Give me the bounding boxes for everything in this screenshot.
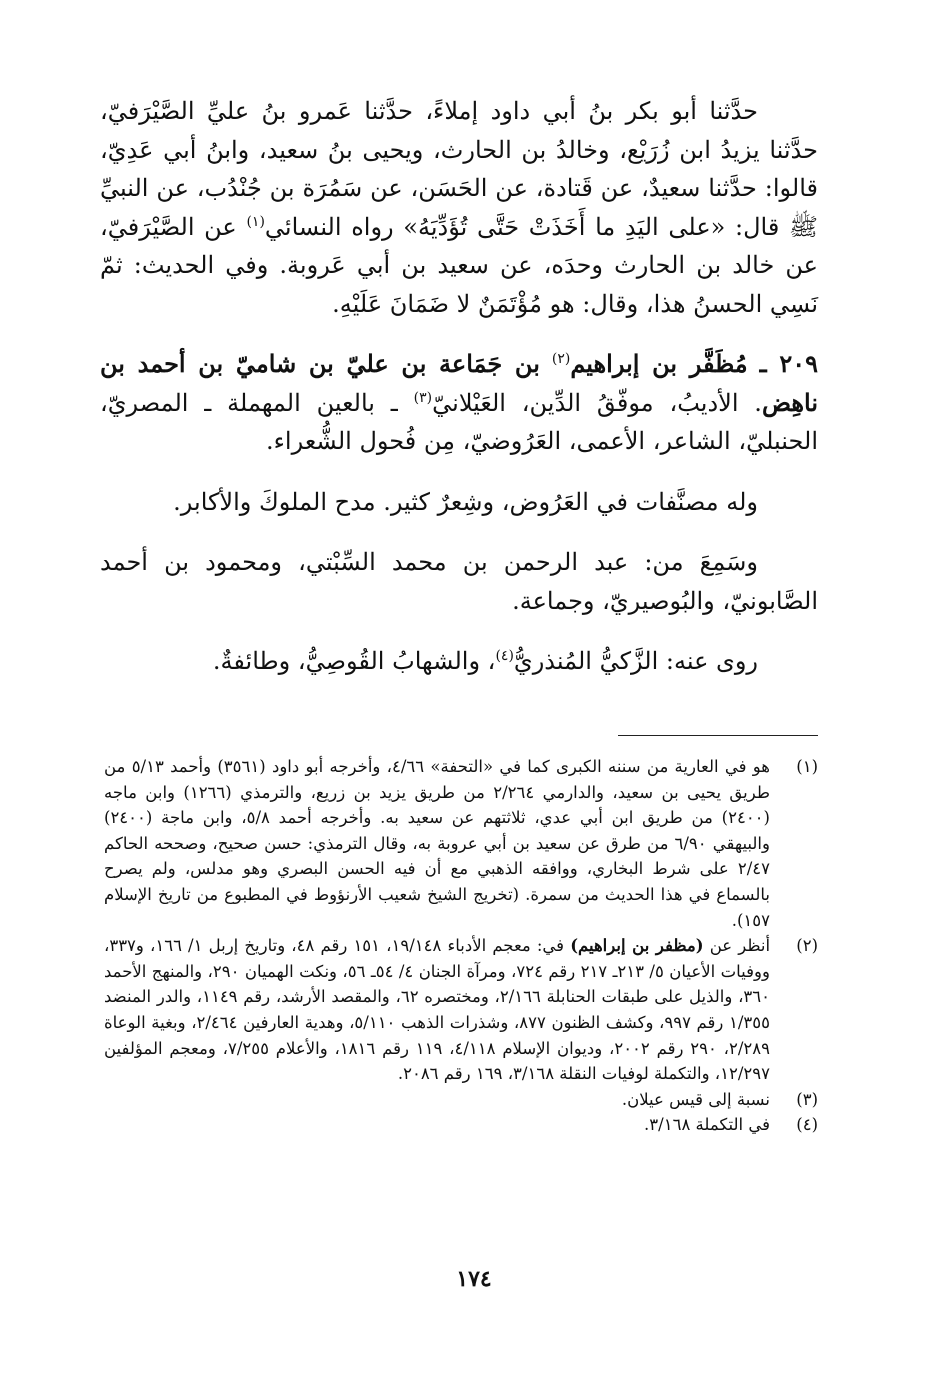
footnote-2 — [104, 933, 818, 1087]
hadith-tail: عن الصَّيْرَفيّ، عن خالد بن الحارث وحدَه، عن سعيد بن أبي عَروبة. وفي الحديث: ثمّ نَسِي الحسنُ هذا، وقال: هو مُؤْتَمَنٌ لا ضَمَانَ عَلَيْهِ. — [100, 212, 818, 318]
footnote-ref-3[interactable]: (٣) — [413, 389, 433, 406]
entry-name: مُظَفَّر بن إبراهيم — [570, 349, 748, 378]
footnote-ref-2[interactable]: (٢) — [551, 351, 571, 367]
biography-entry — [100, 345, 818, 461]
footnote-number: (١) — [796, 757, 818, 776]
footnote-number: (٢) — [796, 936, 818, 956]
students-end: ، والشهابُ القُوصِيُّ، وطائفةٌ. — [212, 647, 496, 675]
footnote-lead: أنظر عن — [709, 936, 771, 956]
main-text — [100, 92, 818, 681]
works-paragraph: وله مصنَّفات في العَرُوض، وشِعرٌ كثير. مدح الملوكَ والأكابر. — [173, 487, 758, 516]
footnotes — [104, 754, 818, 1138]
footnote-text: نسبة إلى قيس عيلان. — [621, 1089, 770, 1109]
footnote-text: هو في العارية من سننه الكبرى كما في «التحفة» ٤/٦٦، وأخرجه أبو داود (٣٥٦١) وأحمد ٥/١٣ من طريق يحيى بن سعيد، والدارمي ٢/٢٦٤ من طريق يزيد بن زريع، والترمذي (١٢٦٦) وابن ماجه (٢٤٠٠) من طريق ابن أبي عدي، ثلاثتهم عن سعيد به. وأخرجه أحمد ٥/٨، وابن ماجة (٢٤٠٠) والبيهقي ٦/٩٠ من طرق عن سعيد بن أبي عروبة به، وقال الترمذي: حسن صحيح، وصححه الحاكم ٢/٤٧ على شرط البخاري، ووافقه الذهبي مع أن فيه الحسن البصري وهو مدلس، ولم يصرح بالسماع في هذا الحديث من سمرة. (تخريج الشيخ شعيب الأرنؤوط في المطبوع من تاريخ الإسلام ١٥٧). — [104, 757, 771, 930]
teachers-paragraph: وسَمِعَ من: عبد الرحمن بن محمد السِّبْتي، ومحمود بن أحمد الصَّابونيّ، والبُوصيريّ، وجماعة. — [100, 548, 818, 615]
footnote-ref-4[interactable]: (٤) — [495, 648, 514, 664]
page-number: ١٧٤ — [456, 1266, 492, 1292]
entry-lineage: بن جَمَاعة بن عليّ بن شاميّ بن أحمد بن ناهِض — [100, 349, 819, 417]
footnote-text — [104, 933, 770, 1087]
entry-description-cont: ـ بالعين المهملة ـ المصريّ، الحنبليّ، الشاعر، الأعمى، العَرُوضيّ، مِن فُحول الشُّعراء. — [100, 388, 818, 455]
students-start: روى عنه: الزَّكيُّ المُنذريُّ — [513, 647, 758, 675]
hadith-chain: حدَّثنا أبو بكر بنُ أبي داود إملاءً، حدَّثنا عَمرو بنُ عليِّ الصَّيْرَفيّ، حدَّثنا يزيدُ ابن زُرَيْع، وخالدُ بن الحارث، ويحيى بنُ سعيد، وابنُ أبي عَدِيّ، قالوا: حدَّثنا سعيدٌ، عن قَتادة، عن الحَسَن، عن سَمُرَة بن جُنْدُب، عن النبيِّ ﷺ قال: «على اليَدِ ما أَخَذَتْ حَتَّى تُؤَدِّيَهُ» — [100, 97, 818, 241]
hadith-paragraph — [100, 92, 818, 323]
students-paragraph — [100, 642, 818, 681]
footnote-text: في التكملة ٣/١٦٨. — [644, 1115, 770, 1135]
footnote-4 — [104, 1112, 818, 1138]
entry-description: . الأديبُ، موفّقُ الدِّين، العَيْلانيّ — [432, 388, 762, 417]
hadith-transmitter: رواه النسائي — [264, 212, 394, 241]
footnote-1 — [104, 754, 818, 933]
footnote-sources: في: معجم الأدباء ١٩/١٤٨، ١٥١ رقم ٤٨، وتاريخ إربل ١/ ١٦٦، و٣٣٧، ووفيات الأعيان ٥/ ٢١٣ـ ٢١٧ رقم ٧٢٤، ومرآة الجنان ٤/ ٥٤ـ ٥٦، ونكت الهميان ٢٩٠، والمنهج الأحمد ٣٦٠، والذيل على طبقات الحنابلة ٢/١٦٦، ومختصره ٦٢، والمقصد الأرشد، رقم ١١٤٩، والدر المنضد ١/٣٥٥ رقم ٩٩٧، وكشف الظنون ٨٧٧، وشذرات الذهب ٥/١١٠، وهدية العارفين ٢/٤٦٤، وبغية الوعاة ٢/٢٨٩، ٢٩٠ رقم ٢٠٠٢، وديوان الإسلام ٤/١١٨، ١١٩ رقم ١٨١٦، والأعلام ٧/٢٥٥، ومعجم المؤلفين ١٢/٢٩٧، والتكملة لوفيات النقلة ٣/١٦٨، ١٦٩ رقم ٢٠٨٦. — [104, 936, 771, 1084]
footnote-divider — [618, 735, 818, 736]
footnote-number: (٣) — [796, 1089, 818, 1109]
footnote-ref-1[interactable]: (١) — [246, 213, 265, 230]
footnote-number: (٤) — [796, 1115, 818, 1135]
entry-number: ٢٠٩ ـ — [759, 349, 819, 378]
footnote-subject: (مظفر بن إبراهيم) — [570, 936, 704, 956]
footnote-3 — [104, 1087, 818, 1113]
